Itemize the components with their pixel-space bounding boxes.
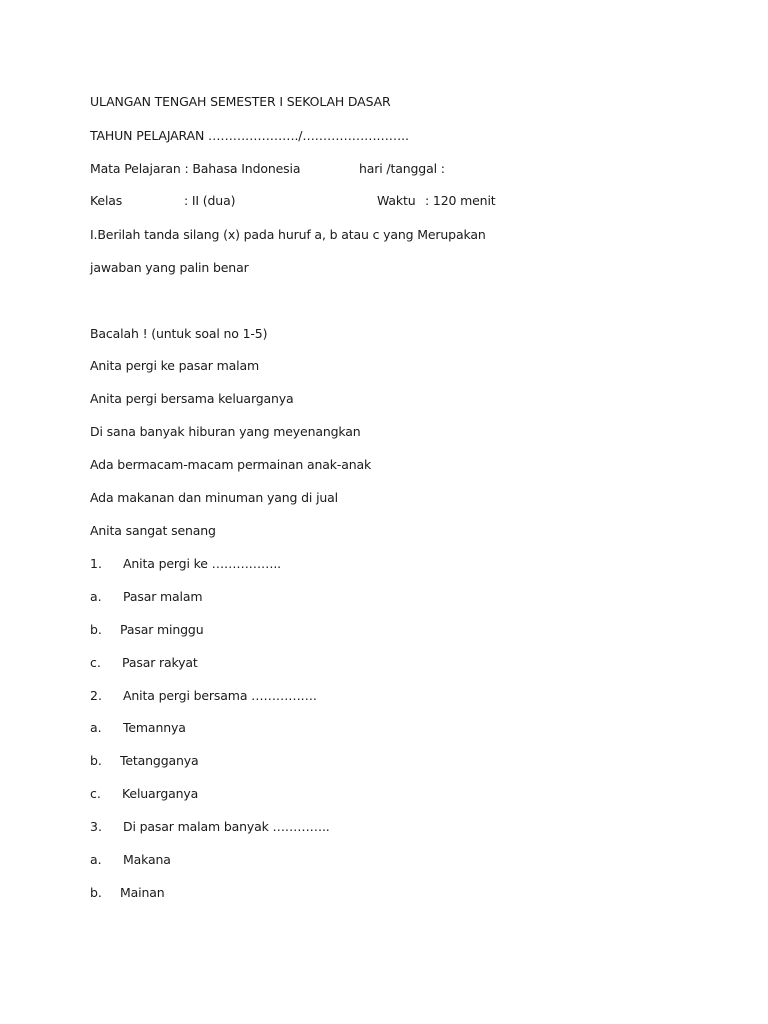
option-text: Temannya <box>123 720 186 735</box>
exam-title: ULANGAN TENGAH SEMESTER I SEKOLAH DASAR <box>90 94 391 109</box>
question-number: 2. <box>90 688 102 703</box>
reading-line: Anita pergi bersama keluarganya <box>90 391 294 406</box>
option-letter: b. <box>90 753 102 768</box>
reading-line: Di sana banyak hiburan yang meyenangkan <box>90 424 361 439</box>
question-number: 1. <box>90 556 102 571</box>
option-letter: c. <box>90 655 101 670</box>
reading-line: Anita sangat senang <box>90 523 216 538</box>
option-text: Pasar minggu <box>120 622 204 637</box>
reading-line: Ada bermacam-macam permainan anak-anak <box>90 457 372 472</box>
option-letter: c. <box>90 786 101 801</box>
instruction-line-2: jawaban yang palin benar <box>90 260 249 275</box>
reading-heading: Bacalah ! (untuk soal no 1-5) <box>90 326 268 341</box>
option-text: Mainan <box>120 885 165 900</box>
reading-line: Ada makanan dan minuman yang di jual <box>90 490 339 505</box>
instruction-line-1: I.Berilah tanda silang (x) pada huruf a, b atau c yang Merupakan <box>90 227 486 242</box>
option-letter: a. <box>90 589 102 604</box>
option-text: Pasar malam <box>123 589 203 604</box>
question-text: Anita pergi bersama ……………. <box>123 688 317 703</box>
option-letter: b. <box>90 622 102 637</box>
option-text: Pasar rakyat <box>122 655 198 670</box>
reading-line: Anita pergi ke pasar malam <box>90 358 259 373</box>
date-label: hari /tanggal : <box>359 161 445 176</box>
time-value: : 120 menit <box>425 193 496 208</box>
class-label: Kelas <box>90 193 123 208</box>
question-text: Anita pergi ke …………….. <box>123 556 282 571</box>
option-text: Makana <box>123 852 171 867</box>
subject-label: Mata Pelajaran : Bahasa Indonesia <box>90 161 301 176</box>
question-number: 3. <box>90 819 102 834</box>
class-value: : II (dua) <box>184 193 236 208</box>
academic-year: TAHUN PELAJARAN …………………./…………………….. <box>90 128 409 143</box>
question-text: Di pasar malam banyak ………….. <box>123 819 330 834</box>
time-label: Waktu <box>377 193 416 208</box>
option-text: Keluarganya <box>122 786 199 801</box>
option-letter: b. <box>90 885 102 900</box>
option-letter: a. <box>90 720 102 735</box>
option-text: Tetangganya <box>120 753 199 768</box>
option-letter: a. <box>90 852 102 867</box>
